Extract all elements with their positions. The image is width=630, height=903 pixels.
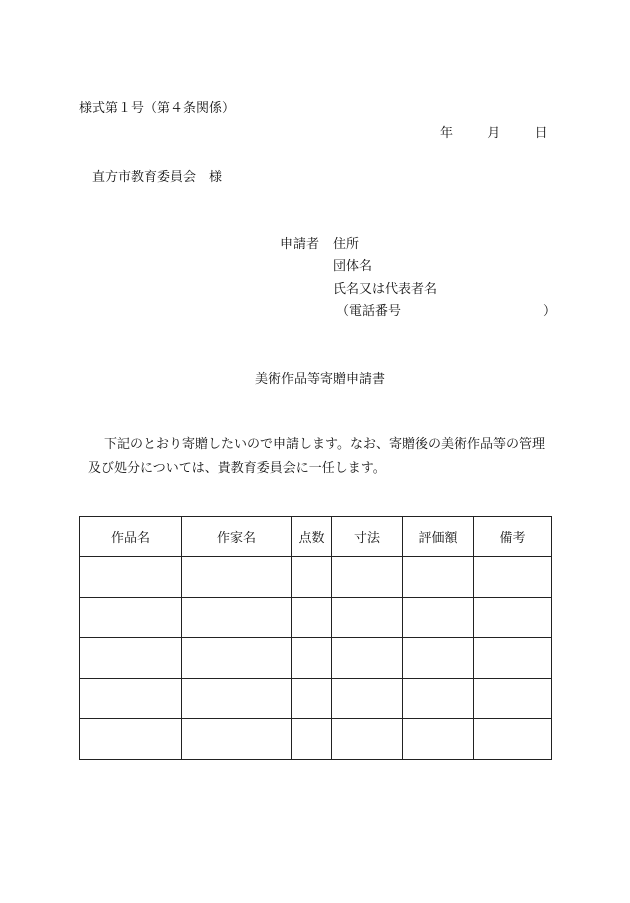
table-cell[interactable]: [403, 719, 474, 760]
table-row: [80, 597, 552, 638]
table-cell[interactable]: [332, 719, 403, 760]
table-cell[interactable]: [80, 638, 182, 679]
addressee: 直方市教育委員会 様: [92, 170, 223, 185]
address-label: 住所: [333, 237, 360, 252]
date-line: [440, 122, 548, 141]
header-work-title: 作品名: [80, 517, 182, 557]
header-remarks: 備考: [474, 517, 552, 557]
artwork-table: [79, 516, 552, 760]
table-cell[interactable]: [292, 638, 332, 679]
table-row: [80, 678, 552, 719]
table-cell[interactable]: [332, 597, 403, 638]
table-cell[interactable]: [182, 557, 292, 598]
date-year-label: 年: [440, 126, 454, 141]
table-cell[interactable]: [182, 597, 292, 638]
header-artist-name: 作家名: [182, 517, 292, 557]
body-line-1: 下記のとおり寄贈したいので申請します。なお、寄贈後の美術作品等の管理: [104, 437, 545, 452]
table-row: [80, 638, 552, 679]
header-quantity: 点数: [292, 517, 332, 557]
table-cell[interactable]: [332, 557, 403, 598]
table-cell[interactable]: [80, 719, 182, 760]
table-cell[interactable]: [80, 678, 182, 719]
table-cell[interactable]: [474, 719, 552, 760]
table-cell[interactable]: [474, 557, 552, 598]
form-number: 様式第１号（第４条関係）: [79, 101, 236, 116]
table-cell[interactable]: [80, 557, 182, 598]
date-day-label: 日: [534, 126, 548, 141]
representative-name-label: 氏名又は代表者名: [333, 282, 438, 297]
table-cell[interactable]: [292, 719, 332, 760]
table-cell[interactable]: [403, 638, 474, 679]
table-row: [80, 557, 552, 598]
table-cell[interactable]: [474, 597, 552, 638]
table-cell[interactable]: [332, 638, 403, 679]
header-appraised-value: 評価額: [403, 517, 474, 557]
body-paragraph: [88, 433, 558, 481]
table-header-row: [80, 517, 552, 557]
body-line-2: 及び処分については、貴教育委員会に一任します。: [88, 461, 386, 476]
phone-number-label: （電話番号: [336, 304, 402, 319]
table-cell[interactable]: [474, 678, 552, 719]
table-cell[interactable]: [332, 678, 403, 719]
table-cell[interactable]: [292, 678, 332, 719]
table-cell[interactable]: [182, 678, 292, 719]
table-cell[interactable]: [80, 597, 182, 638]
table-cell[interactable]: [292, 597, 332, 638]
table-cell[interactable]: [403, 678, 474, 719]
table-row: [80, 719, 552, 760]
date-month-label: 月: [487, 126, 501, 141]
table-cell[interactable]: [182, 638, 292, 679]
table-cell[interactable]: [182, 719, 292, 760]
table-cell[interactable]: [403, 597, 474, 638]
table-cell[interactable]: [403, 557, 474, 598]
header-dimensions: 寸法: [332, 517, 403, 557]
group-name-label: 団体名: [333, 259, 373, 274]
document-title: 美術作品等寄贈申請書: [255, 372, 386, 387]
phone-number-close-paren: ）: [543, 304, 557, 319]
table-cell[interactable]: [474, 638, 552, 679]
applicant-label: 申請者: [280, 237, 320, 252]
table-cell[interactable]: [292, 557, 332, 598]
